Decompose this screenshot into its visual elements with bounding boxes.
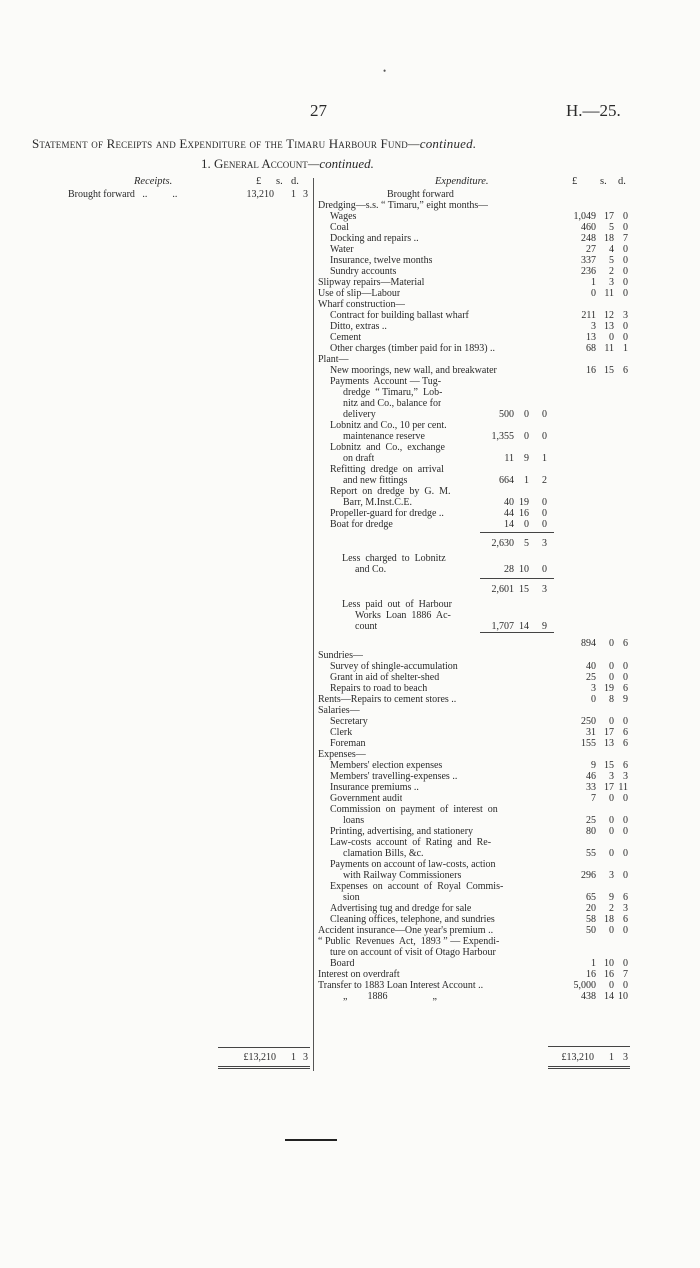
plant-subtotal-rule-3 bbox=[480, 632, 554, 633]
expenditure-pounds: 1,049 bbox=[573, 211, 596, 222]
expenditure-pounds: 7 bbox=[591, 793, 596, 804]
expenditure-shillings: 3 bbox=[609, 870, 614, 881]
inner-pence: 3 bbox=[542, 538, 547, 549]
expenditure-label: on draft bbox=[343, 453, 375, 464]
inner-shillings: 0 bbox=[524, 519, 529, 530]
inner-pence: 0 bbox=[542, 431, 547, 442]
inner-shillings: 14 bbox=[519, 621, 529, 632]
expenditure-label: Barr, M.Inst.C.E. bbox=[343, 497, 413, 508]
receipts-pound-head: £ bbox=[256, 176, 262, 187]
expenditure-label: sion bbox=[343, 892, 360, 903]
inner-shillings: 10 bbox=[519, 564, 529, 575]
expenditure-shillings: 17 bbox=[604, 211, 614, 222]
expenditure-label: Coal bbox=[330, 222, 349, 233]
expenditure-label: Foreman bbox=[330, 738, 366, 749]
expenditure-label: Expenses— bbox=[318, 749, 366, 760]
expenditure-pence: 0 bbox=[623, 321, 628, 332]
expenditure-shillings: 4 bbox=[609, 244, 614, 255]
expenditure-label: Ditto, extras .. bbox=[330, 321, 387, 332]
expenditure-pounds: 0 bbox=[591, 694, 596, 705]
expenditure-pence: 0 bbox=[623, 925, 628, 936]
inner-pounds: 44 bbox=[504, 508, 514, 519]
inner-shillings: 9 bbox=[524, 453, 529, 464]
expenditure-shillings: 11 bbox=[604, 343, 614, 354]
expenditure-label: Clerk bbox=[330, 727, 353, 738]
expenditure-label: Cement bbox=[330, 332, 362, 343]
expenditure-label: nitz and Co., balance for bbox=[343, 398, 442, 409]
expenditure-shillings: 19 bbox=[604, 683, 614, 694]
expenditure-label: Salaries— bbox=[318, 705, 360, 716]
expenditure-label: Cleaning offices, telephone, and sundries bbox=[330, 914, 495, 925]
expenditure-pence: 0 bbox=[623, 288, 628, 299]
expenditure-heading: Expenditure. bbox=[435, 176, 489, 187]
expenditure-pounds: 250 bbox=[581, 716, 596, 727]
expenditure-pounds: 25 bbox=[586, 815, 596, 826]
expenditure-label: Payments Account — Tug- bbox=[330, 376, 442, 387]
expenditure-shillings: 0 bbox=[609, 332, 614, 343]
title-text: Statement of Receipts and Expenditure of the Timaru Harbour Fund bbox=[32, 136, 408, 151]
expenditure-pence: 0 bbox=[623, 716, 628, 727]
expenditure-shillings: 5 bbox=[609, 255, 614, 266]
expenditure-shillings: 0 bbox=[609, 826, 614, 837]
expenditure-total-rule-top bbox=[548, 1046, 630, 1047]
expenditure-shillings: 3 bbox=[609, 277, 614, 288]
expenditure-pence: 0 bbox=[623, 826, 628, 837]
inner-pounds: 1,355 bbox=[491, 431, 514, 442]
expenditure-pence: 0 bbox=[623, 244, 628, 255]
expenditure-label: Boat for dredge bbox=[330, 519, 393, 530]
expenditure-label: Members' election expenses bbox=[330, 760, 443, 771]
expenditure-shillings: 2 bbox=[609, 266, 614, 277]
expenditure-label: Report on dredge by G. M. bbox=[330, 486, 451, 497]
expenditure-label: delivery bbox=[343, 409, 376, 420]
expenditure-label: Printing, advertising, and stationery bbox=[330, 826, 474, 837]
expenditure-shillings: 15 bbox=[604, 365, 614, 376]
expenditure-label: Wharf construction— bbox=[318, 299, 406, 310]
expenditure-shillings: 15 bbox=[604, 760, 614, 771]
expenditure-pounds: 55 bbox=[586, 848, 596, 859]
expenditure-pounds: 3 bbox=[591, 683, 596, 694]
expenditure-label: Less charged to Lobnitz bbox=[342, 553, 446, 564]
expenditure-pounds: 20 bbox=[586, 903, 596, 914]
expenditure-shillings: 10 bbox=[604, 958, 614, 969]
expenditure-shillings: 13 bbox=[604, 321, 614, 332]
expenditure-label: Propeller-guard for dredge .. bbox=[330, 508, 444, 519]
inner-shillings: 15 bbox=[519, 584, 529, 595]
expenditure-pence-head: d. bbox=[618, 176, 626, 187]
expenditure-shilling-head: s. bbox=[600, 176, 607, 187]
inner-pounds: 28 bbox=[504, 564, 514, 575]
expenditure-pence: 6 bbox=[623, 738, 628, 749]
expenditure-pounds: 211 bbox=[581, 310, 596, 321]
inner-shillings: 0 bbox=[524, 431, 529, 442]
receipts-total-rule-top bbox=[218, 1047, 310, 1048]
expenditure-pence: 6 bbox=[623, 638, 628, 649]
expenditure-shillings: 14 bbox=[604, 991, 614, 1002]
expenditure-label: Docking and repairs .. bbox=[330, 233, 419, 244]
expenditure-label: Transfer to 1883 Loan Interest Account .. bbox=[318, 980, 484, 991]
expenditure-pounds: 438 bbox=[581, 991, 596, 1002]
expenditure-pence: 0 bbox=[623, 848, 628, 859]
expenditure-label: Members' travelling-expenses .. bbox=[330, 771, 458, 782]
expenditure-pounds: 1 bbox=[591, 958, 596, 969]
expenditure-shillings: 0 bbox=[609, 848, 614, 859]
expenditure-pounds: 0 bbox=[591, 288, 596, 299]
expenditure-label: Government audit bbox=[330, 793, 403, 804]
column-divider bbox=[313, 178, 314, 1071]
expenditure-pounds: 31 bbox=[586, 727, 596, 738]
expenditure-pence: 6 bbox=[623, 760, 628, 771]
expenditure-pounds: 13 bbox=[586, 332, 596, 343]
expenditure-pence: 6 bbox=[623, 727, 628, 738]
expenditure-label: clamation Bills, &c. bbox=[343, 848, 424, 859]
expenditure-label: Lobnitz and Co., exchange bbox=[330, 442, 445, 453]
expenditure-pounds: 296 bbox=[581, 870, 596, 881]
receipts-shilling-head: s. bbox=[276, 176, 283, 187]
expenditure-pounds: 80 bbox=[586, 826, 596, 837]
expenditure-pence: 0 bbox=[623, 672, 628, 683]
expenditure-label: with Railway Commissioners bbox=[343, 870, 462, 881]
expenditure-label: ture on account of visit of Otago Harbour bbox=[330, 947, 496, 958]
expenditure-shillings: 0 bbox=[609, 716, 614, 727]
expenditure-pence: 3 bbox=[623, 903, 628, 914]
expenditure-pounds: 46 bbox=[586, 771, 596, 782]
expenditure-label: Sundries— bbox=[318, 650, 363, 661]
inner-pence: 9 bbox=[542, 621, 547, 632]
expenditure-pounds: 58 bbox=[586, 914, 596, 925]
expenditure-label: Commission on payment of interest on bbox=[330, 804, 498, 815]
expenditure-shillings: 13 bbox=[604, 738, 614, 749]
expenditure-pounds: 65 bbox=[586, 892, 596, 903]
expenditure-pounds: 27 bbox=[586, 244, 596, 255]
expenditure-label: maintenance reserve bbox=[343, 431, 425, 442]
expenditure-pence: 0 bbox=[623, 870, 628, 881]
expenditure-total-rule-bottom2 bbox=[548, 1068, 630, 1069]
expenditure-shillings: 12 bbox=[604, 310, 614, 321]
inner-pence: 3 bbox=[542, 584, 547, 595]
receipts-total-pence: 3 bbox=[303, 1052, 308, 1063]
expenditure-label: and new fittings bbox=[343, 475, 408, 486]
expenditure-pence: 6 bbox=[623, 892, 628, 903]
inner-shillings: 19 bbox=[519, 497, 529, 508]
inner-pence: 2 bbox=[542, 475, 547, 486]
inner-pence: 0 bbox=[542, 519, 547, 530]
expenditure-label: Advertising tug and dredge for sale bbox=[330, 903, 472, 914]
expenditure-total-rule-bottom bbox=[548, 1066, 630, 1067]
expenditure-pounds: 68 bbox=[586, 343, 596, 354]
expenditure-shillings: 11 bbox=[604, 288, 614, 299]
expenditure-pounds: 3 bbox=[591, 321, 596, 332]
expenditure-label: Grant in aid of shelter-shed bbox=[330, 672, 440, 683]
expenditure-pence: 0 bbox=[623, 332, 628, 343]
expenditure-pence: 7 bbox=[623, 233, 628, 244]
expenditure-label: Secretary bbox=[330, 716, 368, 727]
expenditure-label: “ Public Revenues Act, 1893 ” — Expendi- bbox=[318, 936, 500, 947]
expenditure-shillings: 0 bbox=[609, 672, 614, 683]
expenditure-label: Interest on overdraft bbox=[318, 969, 400, 980]
expenditure-pence: 3 bbox=[623, 771, 628, 782]
expenditure-shillings: 3 bbox=[609, 771, 614, 782]
expenditure-pounds: 16 bbox=[586, 365, 596, 376]
expenditure-label: Works Loan 1886 Ac- bbox=[355, 610, 451, 621]
expenditure-pence: 6 bbox=[623, 365, 628, 376]
inner-pence: 0 bbox=[542, 564, 547, 575]
expenditure-label: Expenses on account of Royal Commis- bbox=[330, 881, 504, 892]
expenditure-label: Board bbox=[330, 958, 355, 969]
expenditure-shillings: 2 bbox=[609, 903, 614, 914]
expenditure-pounds: 40 bbox=[586, 661, 596, 672]
receipt-pence: 3 bbox=[303, 189, 308, 200]
expenditure-label: Accident insurance—One year's premium .. bbox=[318, 925, 494, 936]
subtitle-text: 1. General Account bbox=[201, 156, 308, 171]
expenditure-pence: 0 bbox=[623, 222, 628, 233]
expenditure-pounds: 248 bbox=[581, 233, 596, 244]
expenditure-label: Insurance, twelve months bbox=[330, 255, 433, 266]
receipts-total-rule-bottom bbox=[218, 1066, 310, 1067]
expenditure-shillings: 0 bbox=[609, 925, 614, 936]
expenditure-total-shillings: 1 bbox=[609, 1052, 614, 1063]
expenditure-pounds: 5,000 bbox=[573, 980, 596, 991]
page-mark: • bbox=[383, 66, 387, 76]
expenditure-label: Payments on account of law-costs, action bbox=[330, 859, 496, 870]
expenditure-label: Repairs to road to beach bbox=[330, 683, 428, 694]
expenditure-pounds: 460 bbox=[581, 222, 596, 233]
expenditure-pence: 6 bbox=[623, 914, 628, 925]
receipts-pence-head: d. bbox=[291, 176, 299, 187]
expenditure-label: Slipway repairs—Material bbox=[318, 277, 425, 288]
expenditure-shillings: 0 bbox=[609, 793, 614, 804]
inner-pounds: 11 bbox=[504, 453, 514, 464]
expenditure-label: Insurance premiums .. bbox=[330, 782, 419, 793]
inner-pounds: 14 bbox=[504, 519, 514, 530]
expenditure-pounds: 236 bbox=[581, 266, 596, 277]
expenditure-total-pence: 3 bbox=[623, 1052, 628, 1063]
expenditure-pounds: 16 bbox=[586, 969, 596, 980]
expenditure-shillings: 0 bbox=[609, 638, 614, 649]
inner-shillings: 1 bbox=[524, 475, 529, 486]
expenditure-pounds: 1 bbox=[591, 277, 596, 288]
expenditure-pounds: 50 bbox=[586, 925, 596, 936]
receipt-pounds: 13,210 bbox=[246, 189, 274, 200]
page-subtitle bbox=[201, 156, 374, 172]
receipts-total-shillings: 1 bbox=[291, 1052, 296, 1063]
expenditure-shillings: 16 bbox=[604, 969, 614, 980]
expenditure-shillings: 9 bbox=[609, 892, 614, 903]
expenditure-label: dredge “ Timaru,” Lob- bbox=[343, 387, 443, 398]
expenditure-label: Refitting dredge on arrival bbox=[330, 464, 444, 475]
expenditure-label: Contract for building ballast wharf bbox=[330, 310, 469, 321]
expenditure-pounds: 9 bbox=[591, 760, 596, 771]
subtitle-suffix: —continued. bbox=[307, 156, 374, 171]
expenditure-label: loans bbox=[343, 815, 365, 826]
expenditure-label: Water bbox=[330, 244, 354, 255]
expenditure-pence: 11 bbox=[618, 782, 628, 793]
expenditure-pence: 0 bbox=[623, 980, 628, 991]
expenditure-pence: 0 bbox=[623, 793, 628, 804]
expenditure-label: Use of slip—Labour bbox=[318, 288, 401, 299]
expenditure-label: Survey of shingle-accumulation bbox=[330, 661, 458, 672]
expenditure-pence: 7 bbox=[623, 969, 628, 980]
expenditure-label: Wages bbox=[330, 211, 357, 222]
receipts-total-pounds: £13,210 bbox=[243, 1052, 276, 1063]
expenditure-pounds: 155 bbox=[581, 738, 596, 749]
expenditure-total-pounds: £13,210 bbox=[561, 1052, 594, 1063]
expenditure-pence: 0 bbox=[623, 958, 628, 969]
inner-pounds: 1,707 bbox=[491, 621, 514, 632]
title-suffix: —continued. bbox=[408, 136, 477, 151]
inner-shillings: 0 bbox=[524, 409, 529, 420]
inner-shillings: 5 bbox=[524, 538, 529, 549]
expenditure-label: Law-costs account of Rating and Re- bbox=[330, 837, 492, 848]
expenditure-label: Other charges (timber paid for in 1893) .. bbox=[330, 343, 496, 354]
receipts-total-rule-bottom2 bbox=[218, 1068, 310, 1069]
receipt-shillings: 1 bbox=[291, 189, 296, 200]
expenditure-pounds: 894 bbox=[581, 638, 596, 649]
inner-pence: 0 bbox=[542, 497, 547, 508]
expenditure-label: New moorings, new wall, and breakwater bbox=[330, 365, 497, 376]
page-reference: H.—25. bbox=[566, 101, 621, 120]
expenditure-shillings: 17 bbox=[604, 782, 614, 793]
expenditure-label: Sundry accounts bbox=[330, 266, 397, 277]
expenditure-shillings: 18 bbox=[604, 233, 614, 244]
expenditure-label: and Co. bbox=[355, 564, 387, 575]
expenditure-label: Plant— bbox=[318, 354, 349, 365]
page-number: 27 bbox=[310, 101, 327, 120]
footer-rule bbox=[285, 1139, 337, 1141]
expenditure-pounds: 33 bbox=[586, 782, 596, 793]
inner-pence: 1 bbox=[542, 453, 547, 464]
receipt-label: Brought forward .. .. bbox=[68, 189, 178, 200]
expenditure-shillings: 0 bbox=[609, 815, 614, 826]
expenditure-pounds: 337 bbox=[581, 255, 596, 266]
expenditure-pence: 9 bbox=[623, 694, 628, 705]
expenditure-label: „ 1886 „ bbox=[343, 991, 437, 1002]
expenditure-shillings: 18 bbox=[604, 914, 614, 925]
inner-pounds: 2,630 bbox=[491, 538, 514, 549]
expenditure-shillings: 17 bbox=[604, 727, 614, 738]
expenditure-label: Less paid out of Harbour bbox=[342, 599, 452, 610]
expenditure-pence: 0 bbox=[623, 815, 628, 826]
inner-pounds: 40 bbox=[504, 497, 514, 508]
expenditure-shillings: 5 bbox=[609, 222, 614, 233]
expenditure-label: Dredging—s.s. “ Timaru,” eight months— bbox=[318, 200, 489, 211]
expenditure-pence: 10 bbox=[618, 991, 628, 1002]
expenditure-pence: 0 bbox=[623, 277, 628, 288]
plant-subtotal-rule-2 bbox=[480, 578, 554, 579]
expenditure-pence: 0 bbox=[623, 211, 628, 222]
expenditure-pence: 6 bbox=[623, 683, 628, 694]
inner-pounds: 664 bbox=[499, 475, 514, 486]
expenditure-pence: 3 bbox=[623, 310, 628, 321]
inner-pounds: 2,601 bbox=[491, 584, 514, 595]
expenditure-pound-head: £ bbox=[572, 176, 578, 187]
expenditure-label: Lobnitz and Co., 10 per cent. bbox=[330, 420, 447, 431]
page-title bbox=[32, 136, 476, 152]
expenditure-shillings: 0 bbox=[609, 980, 614, 991]
expenditure-label: count bbox=[355, 621, 378, 632]
receipts-heading: Receipts. bbox=[134, 176, 173, 187]
expenditure-pence: 1 bbox=[623, 343, 628, 354]
expenditure-label: Rents—Repairs to cement stores .. bbox=[318, 694, 457, 705]
plant-subtotal-rule-1 bbox=[480, 532, 554, 533]
expenditure-label: Brought forward bbox=[387, 189, 454, 200]
inner-shillings: 16 bbox=[519, 508, 529, 519]
inner-pounds: 500 bbox=[499, 409, 514, 420]
expenditure-shillings: 8 bbox=[609, 694, 614, 705]
expenditure-pence: 0 bbox=[623, 266, 628, 277]
expenditure-pounds: 25 bbox=[586, 672, 596, 683]
expenditure-pence: 0 bbox=[623, 661, 628, 672]
expenditure-pence: 0 bbox=[623, 255, 628, 266]
expenditure-shillings: 0 bbox=[609, 661, 614, 672]
inner-pence: 0 bbox=[542, 508, 547, 519]
inner-pence: 0 bbox=[542, 409, 547, 420]
